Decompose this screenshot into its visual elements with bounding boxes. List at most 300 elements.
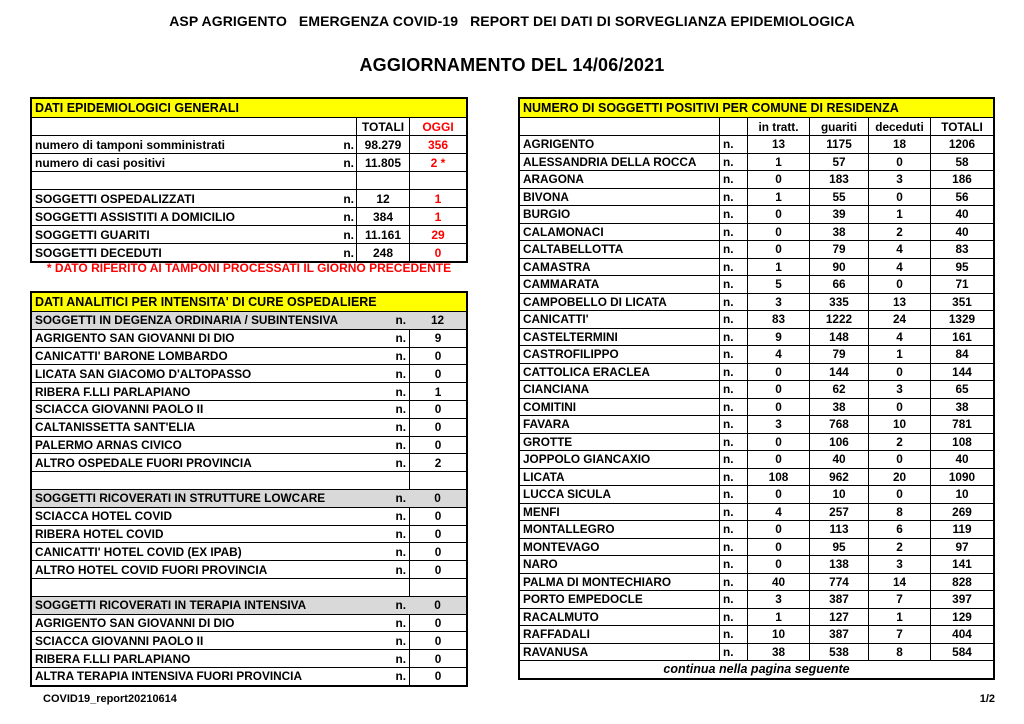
facility-label: SCIACCA HOTEL COVID xyxy=(35,509,172,524)
today-value: 356 xyxy=(409,136,466,153)
unit-label: n. xyxy=(395,509,406,524)
totali-value: 108 xyxy=(930,434,993,451)
comune-name: BIVONA xyxy=(523,189,569,204)
in-trattamento-value: 3 xyxy=(747,591,809,608)
in-trattamento-value: 1 xyxy=(747,154,809,171)
general-table-row xyxy=(32,243,466,261)
comune-name: MONTEVAGO xyxy=(523,539,600,554)
unit-label: n. xyxy=(343,155,354,170)
comune-name: NARO xyxy=(523,557,558,572)
in-trattamento-value: 1 xyxy=(747,189,809,206)
in-trattamento-value: 10 xyxy=(747,626,809,643)
comuni-positives-table xyxy=(518,97,995,680)
section-label: SOGGETTI RICOVERATI IN TERAPIA INTENSIVA xyxy=(35,598,307,613)
deceduti-value: 0 xyxy=(868,364,930,381)
guariti-value: 79 xyxy=(809,241,868,258)
column-header-totali: TOTALI xyxy=(930,118,993,135)
section-label: SOGGETTI IN DEGENZA ORDINARIA / SUBINTENSIVA xyxy=(35,313,339,328)
row-label: numero di casi positivi xyxy=(35,155,166,170)
deceduti-value: 7 xyxy=(868,591,930,608)
deceduti-value: 18 xyxy=(868,136,930,153)
guariti-value: 113 xyxy=(809,521,868,538)
totali-value: 40 xyxy=(930,206,993,223)
facility-value: 2 xyxy=(409,454,466,471)
in-trattamento-value: 1 xyxy=(747,609,809,626)
unit-label: n. xyxy=(719,416,747,433)
hospital-facility-row xyxy=(32,525,466,543)
row-label xyxy=(32,172,338,189)
guariti-value: 257 xyxy=(809,504,868,521)
unit-label: n. xyxy=(395,615,406,630)
comune-name: FAVARA xyxy=(523,417,570,432)
totali-value: 10 xyxy=(930,486,993,503)
facility-value: 0 xyxy=(409,508,466,525)
deceduti-value: 1 xyxy=(868,206,930,223)
unit-label: n. xyxy=(719,329,747,346)
facility-label: ALTRO OSPEDALE FUORI PROVINCIA xyxy=(35,455,252,470)
totali-value: 58 xyxy=(930,154,993,171)
comune-name: CASTROFILIPPO xyxy=(523,347,619,362)
facility-value: 0 xyxy=(409,632,466,649)
deceduti-value: 3 xyxy=(868,381,930,398)
today-value xyxy=(409,172,466,189)
guariti-value: 90 xyxy=(809,259,868,276)
today-value: 1 xyxy=(409,190,466,207)
totali-value: 83 xyxy=(930,241,993,258)
guariti-value: 79 xyxy=(809,346,868,363)
comuni-table-title: NUMERO DI SOGGETTI POSITIVI PER COMUNE DI RESIDENZA xyxy=(523,101,899,115)
facility-value: 0 xyxy=(409,526,466,543)
column-header-totali: TOTALI xyxy=(356,118,409,135)
guariti-value: 138 xyxy=(809,556,868,573)
deceduti-value: 7 xyxy=(868,626,930,643)
comune-row xyxy=(520,363,993,381)
row-label: SOGGETTI ASSISTITI A DOMICILIO xyxy=(35,209,236,224)
totali-value: 1206 xyxy=(930,136,993,153)
deceduti-value: 14 xyxy=(868,574,930,591)
comuni-table-continuation-row xyxy=(520,660,993,678)
unit-label: n. xyxy=(719,504,747,521)
deceduti-value: 3 xyxy=(868,171,930,188)
row-label: SOGGETTI OSPEDALIZZATI xyxy=(35,191,195,206)
totali-value: 781 xyxy=(930,416,993,433)
facility-label: SCIACCA GIOVANNI PAOLO II xyxy=(35,402,204,417)
general-table-row xyxy=(32,207,466,225)
facility-label: RIBERA F.LLI PARLAPIANO xyxy=(35,651,191,666)
unit-label: n. xyxy=(719,189,747,206)
comune-row xyxy=(520,345,993,363)
deceduti-value: 8 xyxy=(868,644,930,661)
in-trattamento-value: 3 xyxy=(747,294,809,311)
deceduti-value: 1 xyxy=(868,609,930,626)
unit-label: n. xyxy=(719,364,747,381)
unit-label: n. xyxy=(395,437,406,452)
header-spacer xyxy=(719,118,747,135)
continuation-note: continua nella pagina seguente xyxy=(663,662,850,677)
comune-row xyxy=(520,450,993,468)
comune-row xyxy=(520,573,993,591)
comune-row xyxy=(520,258,993,276)
unit-label: n. xyxy=(719,311,747,328)
header-spacer xyxy=(32,118,338,135)
facility-label: RIBERA F.LLI PARLAPIANO xyxy=(35,384,191,399)
report-header: ASP AGRIGENTO EMERGENZA COVID-19 REPORT DEI DATI DI SORVEGLIANZA EPIDEMIOLOGICA xyxy=(169,13,855,29)
guariti-value: 55 xyxy=(809,189,868,206)
facility-value: 0 xyxy=(409,650,466,667)
facility-label: CANICATTI' BARONE LOMBARDO xyxy=(35,348,228,363)
comune-row xyxy=(520,590,993,608)
totali-value: 141 xyxy=(930,556,993,573)
hospital-section-header-row xyxy=(32,311,466,329)
today-value: 1 xyxy=(409,208,466,225)
comune-name: AGRIGENTO xyxy=(523,137,595,152)
totali-value: 56 xyxy=(930,189,993,206)
in-trattamento-value: 0 xyxy=(747,521,809,538)
in-trattamento-value: 4 xyxy=(747,504,809,521)
totali-value: 161 xyxy=(930,329,993,346)
facility-value: 0 xyxy=(409,348,466,365)
in-trattamento-value: 0 xyxy=(747,224,809,241)
general-table-title-row xyxy=(32,99,466,117)
facility-label: SCIACCA GIOVANNI PAOLO II xyxy=(35,633,204,648)
unit-label: n. xyxy=(719,521,747,538)
guariti-value: 768 xyxy=(809,416,868,433)
comune-row xyxy=(520,275,993,293)
hospital-facility-row xyxy=(32,614,466,632)
general-table-row xyxy=(32,189,466,207)
in-trattamento-value: 9 xyxy=(747,329,809,346)
in-trattamento-value: 4 xyxy=(747,346,809,363)
comune-row xyxy=(520,643,993,661)
hospital-facility-row xyxy=(32,542,466,560)
unit-label: n. xyxy=(719,434,747,451)
deceduti-value: 0 xyxy=(868,276,930,293)
totali-value: 404 xyxy=(930,626,993,643)
comune-name: GROTTE xyxy=(523,434,573,449)
page-number: 1/2 xyxy=(979,693,995,705)
deceduti-value: 0 xyxy=(868,486,930,503)
general-table-header-row xyxy=(32,117,466,135)
totali-value: 38 xyxy=(930,399,993,416)
in-trattamento-value: 0 xyxy=(747,434,809,451)
comune-name: ALESSANDRIA DELLA ROCCA xyxy=(523,154,697,169)
unit-label: n. xyxy=(719,486,747,503)
in-trattamento-value: 108 xyxy=(747,469,809,486)
comune-name: LUCCA SICULA xyxy=(523,487,612,502)
column-header-in-tratt: in tratt. xyxy=(747,118,809,135)
deceduti-value: 13 xyxy=(868,294,930,311)
section-value: 0 xyxy=(434,491,441,506)
hospital-facility-row xyxy=(32,560,466,578)
facility-label: ALTRA TERAPIA INTENSIVA FUORI PROVINCIA xyxy=(35,669,302,684)
comune-name: MENFI xyxy=(523,504,560,519)
guariti-value: 774 xyxy=(809,574,868,591)
deceduti-value: 0 xyxy=(868,154,930,171)
facility-value: 0 xyxy=(409,561,466,578)
totali-value: 84 xyxy=(930,346,993,363)
facility-label: PALERMO ARNAS CIVICO xyxy=(35,437,182,452)
hospital-facility-row xyxy=(32,382,466,400)
comune-name: CAMMARATA xyxy=(523,277,600,292)
comune-row xyxy=(520,293,993,311)
comuni-table-title-row xyxy=(520,99,993,117)
guariti-value: 127 xyxy=(809,609,868,626)
comune-row xyxy=(520,328,993,346)
comune-row xyxy=(520,153,993,171)
in-trattamento-value: 0 xyxy=(747,556,809,573)
comune-row xyxy=(520,380,993,398)
facility-value: 0 xyxy=(409,437,466,454)
unit-label: n. xyxy=(343,227,354,242)
hospital-facility-row xyxy=(32,347,466,365)
facility-value: 0 xyxy=(409,668,466,685)
total-value: 11.161 xyxy=(356,226,409,243)
section-label: SOGGETTI RICOVERATI IN STRUTTURE LOWCARE xyxy=(35,491,326,506)
facility-value: 0 xyxy=(409,543,466,560)
column-header-deceduti: deceduti xyxy=(868,118,930,135)
unit-label: n. xyxy=(395,313,406,328)
deceduti-value: 8 xyxy=(868,504,930,521)
totali-value: 186 xyxy=(930,171,993,188)
header-spacer xyxy=(338,118,356,135)
general-table-title: DATI EPIDEMIOLOGICI GENERALI xyxy=(35,101,239,115)
deceduti-value: 1 xyxy=(868,346,930,363)
comune-name: RAVANUSA xyxy=(523,644,589,659)
comuni-table-header-row xyxy=(520,117,993,135)
deceduti-value: 0 xyxy=(868,399,930,416)
column-header-oggi: OGGI xyxy=(409,118,466,135)
total-value: 12 xyxy=(356,190,409,207)
comune-row xyxy=(520,223,993,241)
facility-label: LICATA SAN GIACOMO D'ALTOPASSO xyxy=(35,366,252,381)
comune-name: CAMASTRA xyxy=(523,259,591,274)
unit-label: n. xyxy=(395,526,406,541)
facility-label: AGRIGENTO SAN GIOVANNI DI DIO xyxy=(35,331,235,346)
comune-row xyxy=(520,135,993,153)
comune-row xyxy=(520,433,993,451)
totali-value: 65 xyxy=(930,381,993,398)
comune-name: CANICATTI' xyxy=(523,312,589,327)
totali-value: 397 xyxy=(930,591,993,608)
deceduti-value: 0 xyxy=(868,189,930,206)
comune-row xyxy=(520,520,993,538)
unit-label: n. xyxy=(395,598,406,613)
spacer-row xyxy=(32,578,466,596)
in-trattamento-value: 0 xyxy=(747,451,809,468)
unit-label: n. xyxy=(719,276,747,293)
comune-row xyxy=(520,608,993,626)
unit-label: n. xyxy=(719,294,747,311)
deceduti-value: 6 xyxy=(868,521,930,538)
in-trattamento-value: 83 xyxy=(747,311,809,328)
unit-label: n. xyxy=(395,455,406,470)
unit-label: n. xyxy=(343,191,354,206)
totali-value: 1090 xyxy=(930,469,993,486)
in-trattamento-value: 0 xyxy=(747,364,809,381)
comune-name: PORTO EMPEDOCLE xyxy=(523,592,643,607)
hospital-table-title: DATI ANALITICI PER INTENSITA' DI CURE OSPEDALIERE xyxy=(35,295,377,309)
hospital-section-header-row xyxy=(32,596,466,614)
unit-label: n. xyxy=(719,556,747,573)
column-header-guariti: guariti xyxy=(809,118,868,135)
guariti-value: 335 xyxy=(809,294,868,311)
guariti-value: 148 xyxy=(809,329,868,346)
totali-value: 129 xyxy=(930,609,993,626)
facility-value: 0 xyxy=(409,401,466,418)
general-epidemiological-table xyxy=(30,97,468,263)
facility-value: 9 xyxy=(409,330,466,347)
unit-label: n. xyxy=(395,331,406,346)
comune-name: PALMA DI MONTECHIARO xyxy=(523,574,672,589)
row-label: numero di tamponi somministrati xyxy=(35,137,226,152)
unit-label: n. xyxy=(395,384,406,399)
comune-row xyxy=(520,538,993,556)
unit-label: n. xyxy=(395,366,406,381)
report-title: AGGIORNAMENTO DEL 14/06/2021 xyxy=(359,55,665,75)
in-trattamento-value: 5 xyxy=(747,276,809,293)
unit-label: n. xyxy=(719,626,747,643)
guariti-value: 38 xyxy=(809,224,868,241)
hospital-facility-row xyxy=(32,453,466,471)
totali-value: 828 xyxy=(930,574,993,591)
totali-value: 144 xyxy=(930,364,993,381)
hospital-facility-row xyxy=(32,400,466,418)
facility-label: ALTRO HOTEL COVID FUORI PROVINCIA xyxy=(35,562,268,577)
unit-label: n. xyxy=(719,259,747,276)
comune-name: RAFFADALI xyxy=(523,627,590,642)
in-trattamento-value: 13 xyxy=(747,136,809,153)
unit-label: n. xyxy=(719,451,747,468)
totali-value: 1329 xyxy=(930,311,993,328)
unit-label: n. xyxy=(719,346,747,363)
totali-value: 351 xyxy=(930,294,993,311)
deceduti-value: 4 xyxy=(868,259,930,276)
totali-value: 71 xyxy=(930,276,993,293)
comune-row xyxy=(520,485,993,503)
guariti-value: 39 xyxy=(809,206,868,223)
unit-label: n. xyxy=(719,241,747,258)
guariti-value: 1222 xyxy=(809,311,868,328)
guariti-value: 387 xyxy=(809,626,868,643)
totali-value: 584 xyxy=(930,644,993,661)
unit-label: n. xyxy=(395,491,406,506)
deceduti-value: 20 xyxy=(868,469,930,486)
row-label: SOGGETTI DECEDUTI xyxy=(35,245,162,260)
guariti-value: 10 xyxy=(809,486,868,503)
facility-value: 0 xyxy=(409,419,466,436)
in-trattamento-value: 1 xyxy=(747,259,809,276)
unit-label: n. xyxy=(395,420,406,435)
unit-label: n. xyxy=(719,154,747,171)
hospital-intensity-table xyxy=(30,291,468,687)
totali-value: 269 xyxy=(930,504,993,521)
row-label: SOGGETTI GUARITI xyxy=(35,227,150,242)
comune-name: COMITINI xyxy=(523,399,577,414)
unit-label: n. xyxy=(395,562,406,577)
hospital-table-title-row xyxy=(32,293,466,311)
in-trattamento-value: 0 xyxy=(747,206,809,223)
guariti-value: 538 xyxy=(809,644,868,661)
deceduti-value: 3 xyxy=(868,556,930,573)
facility-label: CALTANISSETTA SANT'ELIA xyxy=(35,420,196,435)
deceduti-value: 2 xyxy=(868,539,930,556)
unit-label xyxy=(338,172,356,189)
guariti-value: 1175 xyxy=(809,136,868,153)
total-value: 98.279 xyxy=(356,136,409,153)
comune-name: CATTOLICA ERACLEA xyxy=(523,364,650,379)
general-table-row xyxy=(32,135,466,153)
guariti-value: 95 xyxy=(809,539,868,556)
guariti-value: 38 xyxy=(809,399,868,416)
hospital-facility-row xyxy=(32,667,466,685)
comune-name: CAMPOBELLO DI LICATA xyxy=(523,294,667,309)
totali-value: 119 xyxy=(930,521,993,538)
comune-row xyxy=(520,468,993,486)
deceduti-value: 10 xyxy=(868,416,930,433)
comune-row xyxy=(520,415,993,433)
comune-name: CALTABELLOTTA xyxy=(523,242,624,257)
comune-row xyxy=(520,555,993,573)
hospital-facility-row xyxy=(32,436,466,454)
unit-label: n. xyxy=(719,644,747,661)
comune-row xyxy=(520,170,993,188)
unit-label: n. xyxy=(719,206,747,223)
guariti-value: 387 xyxy=(809,591,868,608)
comune-row xyxy=(520,398,993,416)
in-trattamento-value: 0 xyxy=(747,171,809,188)
comune-name: CASTELTERMINI xyxy=(523,329,618,344)
guariti-value: 66 xyxy=(809,276,868,293)
total-value: 11.805 xyxy=(356,154,409,171)
in-trattamento-value: 0 xyxy=(747,399,809,416)
guariti-value: 40 xyxy=(809,451,868,468)
hospital-facility-row xyxy=(32,631,466,649)
unit-label: n. xyxy=(719,136,747,153)
unit-label: n. xyxy=(343,245,354,260)
report-filename: COVID19_report20210614 xyxy=(43,693,177,705)
hospital-facility-row xyxy=(32,418,466,436)
comune-name: ARAGONA xyxy=(523,172,584,187)
spacer-row xyxy=(32,471,466,489)
in-trattamento-value: 38 xyxy=(747,644,809,661)
facility-value: 0 xyxy=(409,365,466,382)
comune-row xyxy=(520,240,993,258)
comune-name: MONTALLEGRO xyxy=(523,522,615,537)
in-trattamento-value: 0 xyxy=(747,539,809,556)
unit-label: n. xyxy=(719,574,747,591)
comune-row xyxy=(520,625,993,643)
comune-name: BURGIO xyxy=(523,207,571,222)
unit-label: n. xyxy=(395,651,406,666)
guariti-value: 962 xyxy=(809,469,868,486)
in-trattamento-value: 3 xyxy=(747,416,809,433)
unit-label: n. xyxy=(719,591,747,608)
unit-label: n. xyxy=(395,402,406,417)
totali-value: 40 xyxy=(930,451,993,468)
guariti-value: 144 xyxy=(809,364,868,381)
deceduti-value: 24 xyxy=(868,311,930,328)
comune-name: CALAMONACI xyxy=(523,224,604,239)
guariti-value: 106 xyxy=(809,434,868,451)
guariti-value: 62 xyxy=(809,381,868,398)
today-value: 29 xyxy=(409,226,466,243)
unit-label: n. xyxy=(343,137,354,152)
unit-label: n. xyxy=(719,171,747,188)
facility-value: 1 xyxy=(409,383,466,400)
header-spacer xyxy=(520,118,719,135)
totali-value: 95 xyxy=(930,259,993,276)
facility-value: 0 xyxy=(409,615,466,632)
